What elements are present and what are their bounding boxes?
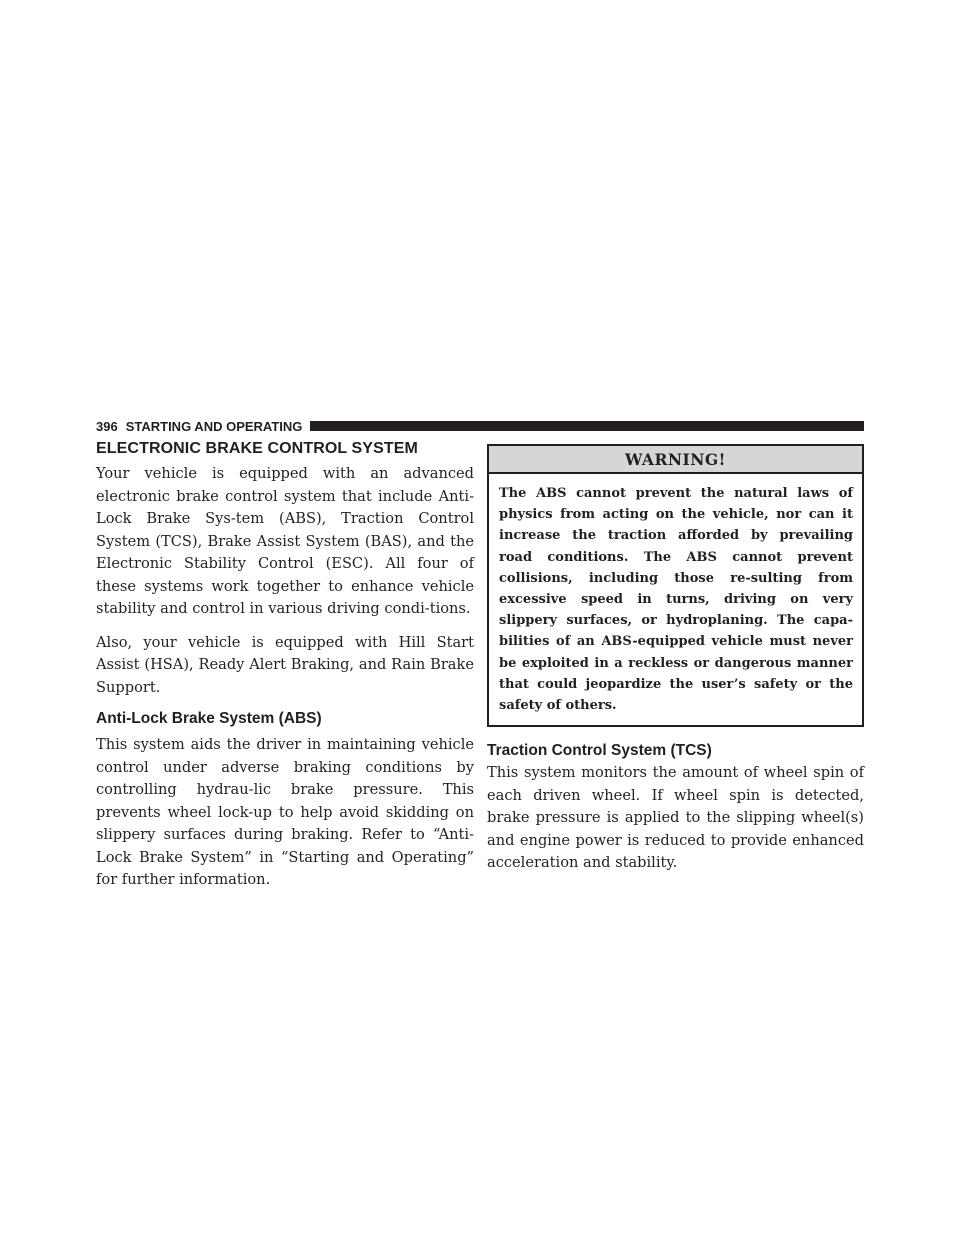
abs-heading: Anti-Lock Brake System (ABS) <box>96 710 322 727</box>
right-column <box>487 444 864 886</box>
intro-paragraph: Your vehicle is equipped with an advanced electronic brake control system that include Anti-Lock Brake Sys-tem (ABS), Traction Control System (TCS), Brake Assist System (BAS), and the Electronic Stability Control (ESC). All four of these systems work together to enhance vehicle stability and control in various driving condi-tions. <box>96 465 474 617</box>
tcs-paragraph: This system monitors the amount of wheel spin of each driven wheel. If wheel spin is detected, brake pressure is applied to the slipping wheel(s) and engine power is reduced to provide enhanced acceleration and stability. <box>487 764 864 872</box>
page-number: 396 <box>96 418 118 434</box>
warning-box <box>487 444 864 727</box>
tcs-heading: Traction Control System (TCS) <box>487 742 712 760</box>
abs-paragraph: This system aids the driver in maintaining vehicle control under adverse braking conditions by controlling hydrau-lic brake pressure. This prevents wheel lock-up to help avoid skidding on slippery surfaces during braking. Refer to “Anti-Lock Brake System” in “Starting and Operating” for further information. <box>96 736 474 888</box>
left-column <box>96 440 474 903</box>
section-name: STARTING AND OPERATING <box>125 418 303 434</box>
header-rule <box>310 421 864 431</box>
warning-title: WARNING! <box>489 446 862 474</box>
warning-text: The ABS cannot prevent the natural laws of physics from acting on the vehicle, nor can it increase the traction afforded by prevailing road conditions. The ABS cannot prevent collisions, including those re-sulting from excessive speed in turns, driving on very slippery surfaces, or hydroplaning. The capa-bilities of an ABS-equipped vehicle must never be exploited in a reckless or dangerous manner that could jeopardize the user’s safety or the safety of others. <box>499 486 853 714</box>
hsa-paragraph: Also, your vehicle is equipped with Hill Start Assist (HSA), Ready Alert Braking, and Rain Brake Support. <box>96 633 474 696</box>
section-title: ELECTRONIC BRAKE CONTROL SYSTEM <box>96 440 418 457</box>
page-header <box>96 418 864 434</box>
